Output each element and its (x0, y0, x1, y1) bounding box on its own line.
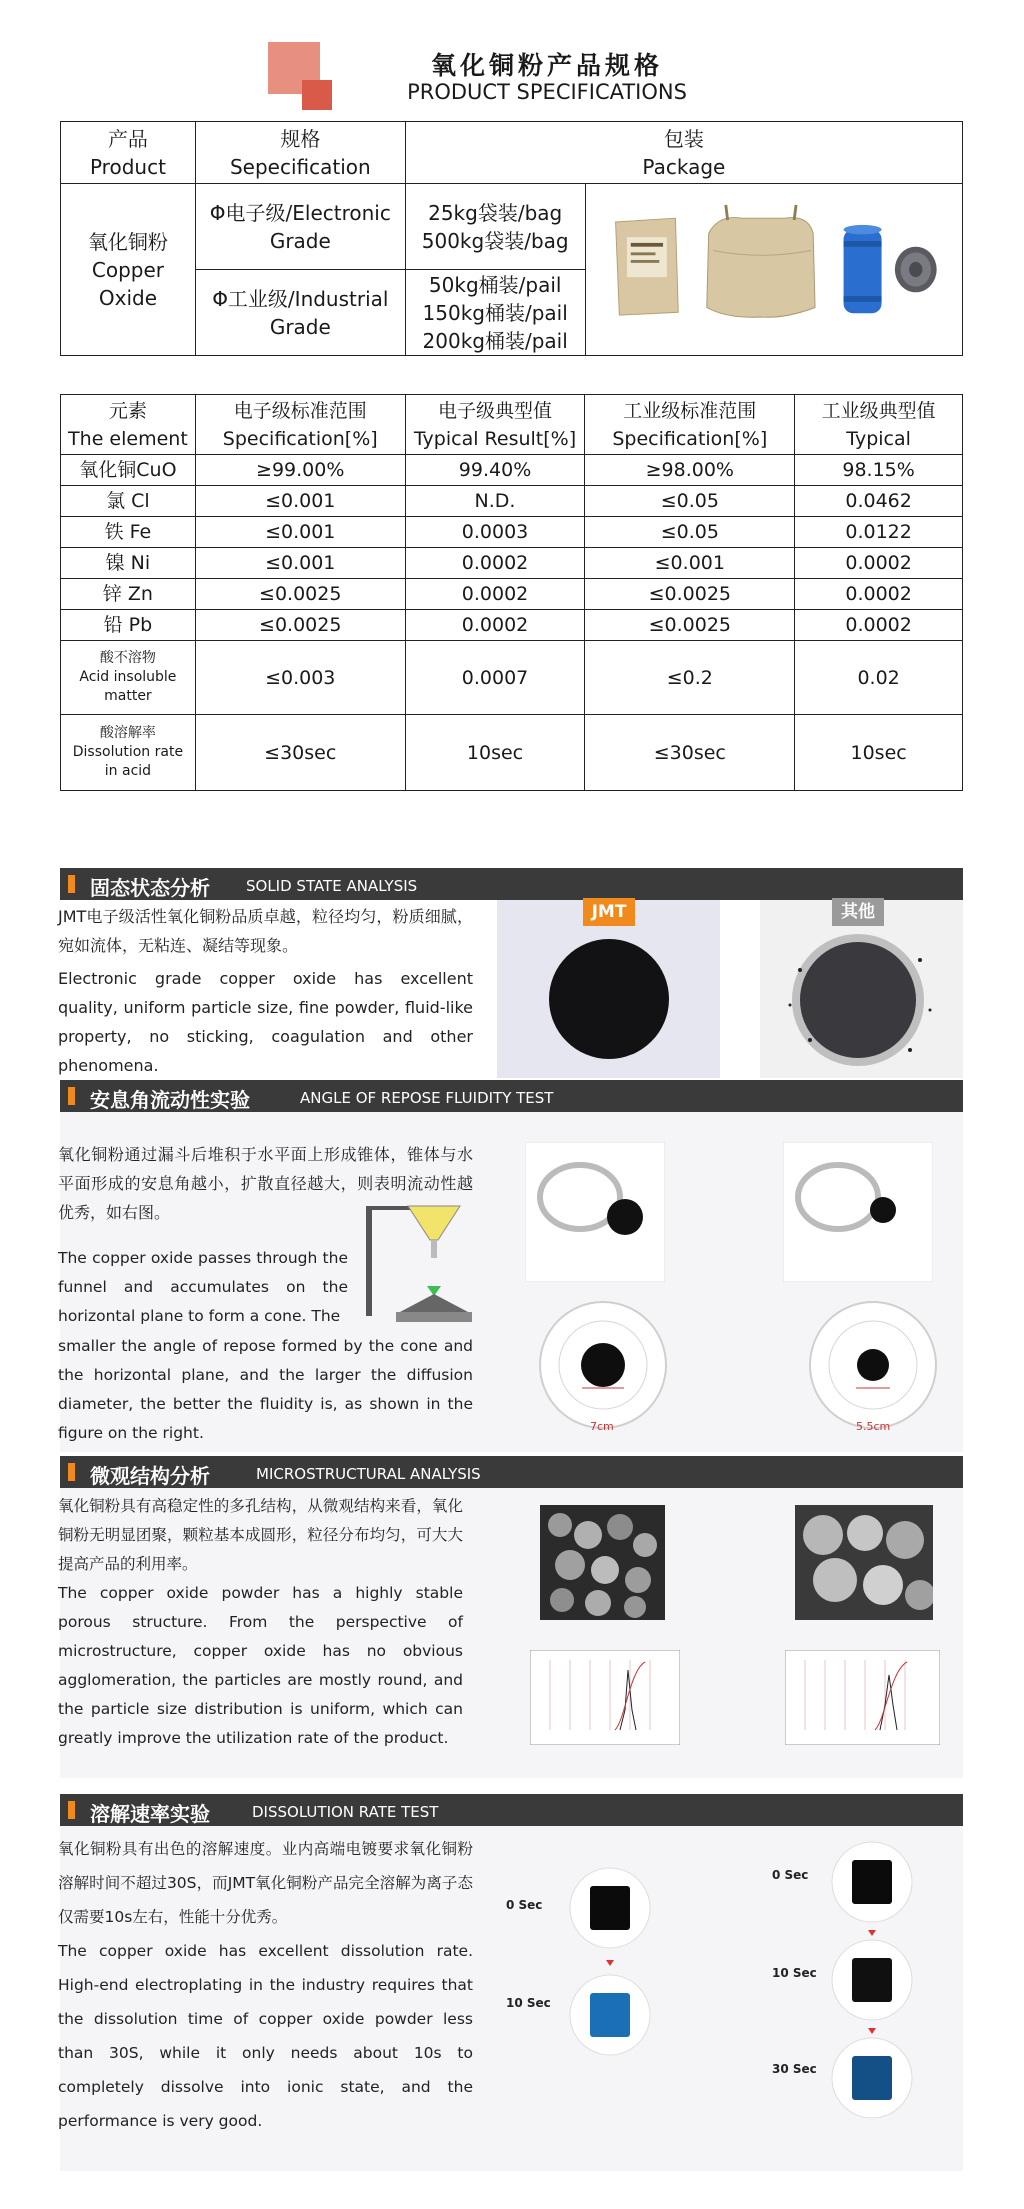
right-label-30sec: 30 Sec (772, 2062, 817, 2076)
header-electronic-spec: 电子级标准范围 Specification[%] (195, 395, 405, 455)
blue-drum-icon (843, 225, 881, 313)
jmt-powder-panel (497, 900, 720, 1078)
jmt-powder-icon (497, 900, 720, 1078)
table-row: 铁 Fe ≤0.001 0.0003 ≤0.05 0.0122 (61, 517, 963, 548)
table-row: 铅 Pb ≤0.0025 0.0002 ≤0.0025 0.0002 (61, 610, 963, 641)
page-title-en: PRODUCT SPECIFICATIONS (407, 80, 687, 104)
package-images (586, 184, 962, 355)
header-element: 元素 The element (61, 395, 196, 455)
header-package: 包装 Package (405, 122, 962, 184)
jmt-size-distribution-chart-icon (530, 1650, 680, 1745)
section-accent-icon (68, 875, 75, 893)
section-bar-micro: 微观结构分析 MICROSTRUCTURAL ANALYSIS (60, 1456, 963, 1488)
section-bar-repose: 安息角流动性实验 ANGLE OF REPOSE FLUIDITY TEST (60, 1080, 963, 1112)
table-row: 镍 Ni ≤0.001 0.0002 ≤0.001 0.0002 (61, 548, 963, 579)
grade-industrial-cell: Φ工业级/Industrial Grade (195, 270, 405, 356)
header-industrial-spec: 工业级标准范围 Specification[%] (585, 395, 795, 455)
other-funnel-photo-icon (783, 1142, 933, 1282)
product-spec-table (60, 121, 963, 356)
right-label-0sec: 0 Sec (772, 1868, 809, 1882)
other-diameter-label: 5.5cm (856, 1420, 891, 1433)
jmt-sem-image-icon (540, 1505, 665, 1620)
grade-electronic-cell: Φ电子级/Electronic Grade (195, 184, 405, 270)
other-powder-panel (760, 900, 963, 1078)
repose-text-en-2: smaller the angle of repose formed by the cone and the horizontal plane, and the larger the diffusion diameter, the better the fluidity is, as shown in the figure on the right. (58, 1337, 473, 1442)
table-row: 酸溶解率 Dissolution rate in acid ≤30sec 10sec ≤30sec 10sec (61, 715, 963, 791)
other-size-distribution-chart-icon (785, 1650, 940, 1745)
micro-text: 氧化铜粉具有高稳定性的多孔结构，从微观结构来看，氧化铜粉无明显团聚，颗粒基本成圆形，粒径分布均匀，可大大提高产品的利用率。 The copper oxide powder has a highly stable porous structure. From the perspective of microstructure, copper oxide has no obvious agglomeration, the particles are mostly round, and the particle size distribution is uniform, which can greatly improve the utilization rate of the product. (58, 1497, 463, 1747)
right-beaker-sequence-icon (822, 1838, 922, 2148)
dissolution-label: 酸溶解率 Dissolution rate in acid (61, 715, 196, 791)
page-title-cn: 氧化铜粉产品规格 (430, 51, 663, 80)
repose-text-en-1: The copper oxide passes through the funnel and accumulates on the horizontal plane to form a cone. The (58, 1249, 348, 1325)
jmt-funnel-photo-icon (525, 1142, 665, 1282)
solid-state-text: JMT电子级活性氧化铜粉品质卓越，粒径均匀，粉质细腻，宛如流体，无粘连、凝结等现象。 Electronic grade copper oxide has excellent quality, uniform particle size, fine powder, fluid-like property, no sticking, coagulation and other phenomena. (58, 907, 473, 1075)
other-powder-icon (760, 900, 963, 1078)
pkg-pail-cell: 50kg桶装/pail 150kg桶装/pail 200kg桶装/pail (405, 270, 585, 356)
table-row: 锌 Zn ≤0.0025 0.0002 ≤0.0025 0.0002 (61, 579, 963, 610)
mid-label-0sec: 0 Sec (506, 1898, 543, 1912)
drum-lid-icon (894, 247, 936, 293)
table-row (61, 184, 963, 270)
section-accent-icon (68, 1087, 75, 1105)
pkg-bag-cell: 25kg袋装/bag 500kg袋装/bag (405, 184, 585, 270)
other-tag: 其他 (832, 898, 884, 926)
package-images-cell (585, 184, 962, 356)
table-row: 氯 Cl ≤0.001 N.D. ≤0.05 0.0462 (61, 486, 963, 517)
table-header-row (61, 122, 963, 184)
table-header-row (61, 395, 963, 455)
table-row: 酸不溶物 Acid insoluble matter ≤0.003 0.0007 ≤0.2 0.02 (61, 641, 963, 715)
repose-text-cn: 氧化铜粉通过漏斗后堆积于水平面上形成锥体，锥体与水平面形成的安息角越小，扩散直径越大，则表明流动性越优秀，如右图。 (58, 1145, 473, 1222)
page-header (0, 40, 1024, 120)
header-industrial-typical: 工业级典型值 Typical (795, 395, 963, 455)
section-accent-icon (68, 1801, 75, 1819)
section-accent-icon (68, 1463, 75, 1481)
dissolution-text: 氧化铜粉具有出色的溶解速度。业内高端电镀要求氧化铜粉溶解时间不超过30S，而JMT氧化铜粉产品完全溶解为离子态仅需要10s左右，性能十分优秀。 The copper oxide has excellent dissolution rate. High-end electroplating in the industry requires that the dissolution time of copper oxide powder less than 30S, while it only needs about 10s to completely dissolve into ionic state, and the performance is very good. (58, 1840, 473, 2130)
acid-insoluble-label: 酸不溶物 Acid insoluble matter (61, 641, 196, 715)
element-spec-table (60, 394, 963, 791)
header-product: 产品 Product (61, 122, 196, 184)
jmt-diameter-label: 7cm (590, 1420, 614, 1433)
jumbo-bag-icon (706, 205, 814, 317)
mid-beaker-sequence-icon (560, 1860, 660, 2070)
product-cell: 氧化铜粉 Copper Oxide (61, 184, 196, 356)
funnel-diagram-icon (360, 1200, 510, 1330)
section-bar-solid-state: 固态状态分析 SOLID STATE ANALYSIS (60, 868, 963, 900)
paper-bag-icon (615, 218, 678, 315)
section-bar-dissolution: 溶解速率实验 DISSOLUTION RATE TEST (60, 1794, 963, 1826)
header-spec: 规格 Sepecification (195, 122, 405, 184)
table-row: 氧化铜CuO ≥99.00% 99.40% ≥98.00% 98.15% (61, 455, 963, 486)
other-spread-photo-icon (808, 1300, 938, 1430)
header-electronic-typical: 电子级典型值 Typical Result[%] (405, 395, 585, 455)
right-label-10sec: 10 Sec (772, 1966, 817, 1980)
mid-label-10sec: 10 Sec (506, 1996, 551, 2010)
jmt-tag: JMT (583, 898, 635, 926)
jmt-spread-photo-icon (538, 1300, 668, 1430)
other-sem-image-icon (795, 1505, 933, 1620)
